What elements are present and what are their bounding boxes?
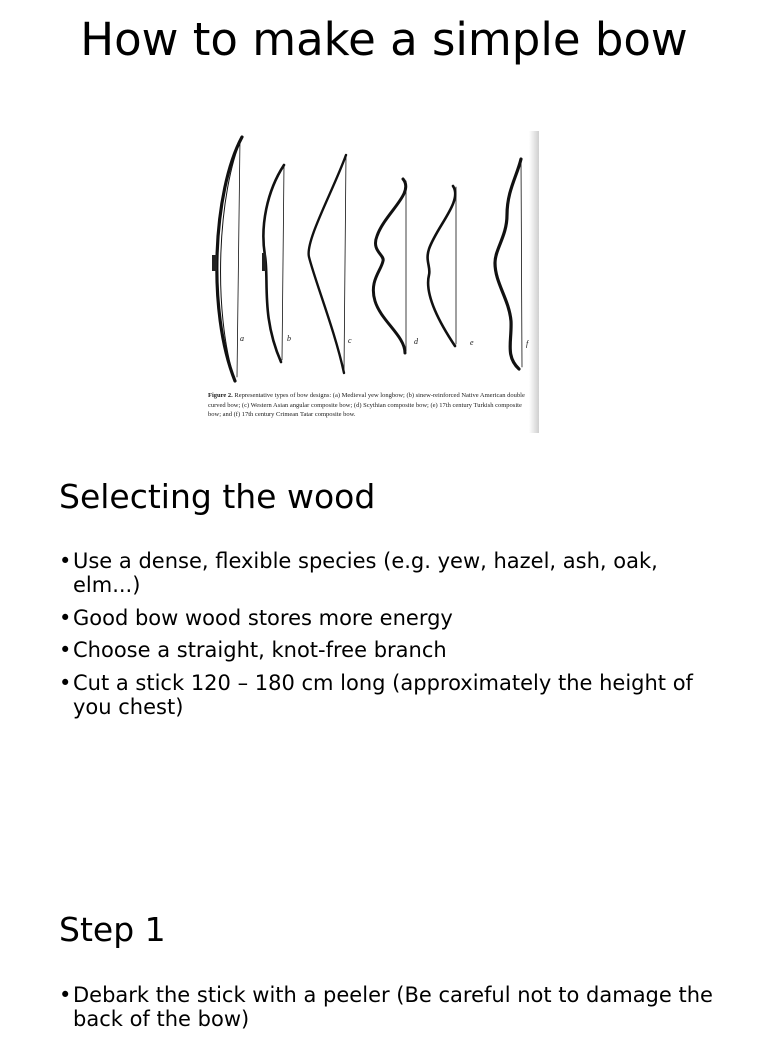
bow-label-d: d [414, 337, 418, 346]
list-item: • Good bow wood stores more energy [59, 606, 719, 630]
bow-label-a: a [240, 334, 244, 343]
figure-caption [208, 391, 530, 420]
page-title: How to make a simple bow [80, 13, 688, 66]
bow-types-figure [205, 131, 539, 433]
scan-page-edge [529, 131, 539, 433]
section-heading-step-1: Step 1 [59, 910, 166, 949]
list-item: • Debark the stick with a peeler (Be careful not to damage the back of the bow) [59, 983, 719, 1031]
bow-a-grip [212, 255, 217, 271]
bow-label-c: c [348, 336, 352, 345]
bullet-list-step-1 [59, 983, 719, 1040]
figure-caption-lead: Figure 2. [208, 392, 233, 399]
bow-drawings [205, 131, 539, 386]
bow-f-string [521, 159, 522, 367]
section-heading-selecting-wood: Selecting the wood [59, 477, 376, 516]
bow-e-limb [428, 186, 456, 346]
figure-caption-text: Representative types of bow designs: (a) Medieval yew longbow; (b) sinew-reinforced Native American double curved bow; (c) Western Asian angular composite bow; (d) Scythian composite bow; (e) 17th century Turkish composite bow; and (f) 17th century Crimean Tatar composite bow. [208, 392, 525, 419]
bow-c-limb [309, 155, 346, 373]
bow-c-string [344, 155, 346, 371]
bow-d-limb [373, 179, 405, 353]
bow-f-limb [495, 159, 521, 369]
list-item: • Cut a stick 120 – 180 cm long (approximately the height of you chest) [59, 671, 719, 719]
bow-b-string [282, 165, 284, 360]
bow-b-grip [262, 253, 266, 271]
bullet-list-selecting-wood [59, 549, 719, 727]
list-item: • Choose a straight, knot-free branch [59, 638, 719, 662]
bow-label-f: f [526, 339, 529, 348]
bow-label-b: b [287, 334, 291, 343]
list-item: • Use a dense, flexible species (e.g. yew, hazel, ash, oak, elm...) [59, 549, 719, 597]
bow-label-e: e [470, 338, 474, 347]
bow-b-limb [263, 165, 284, 362]
